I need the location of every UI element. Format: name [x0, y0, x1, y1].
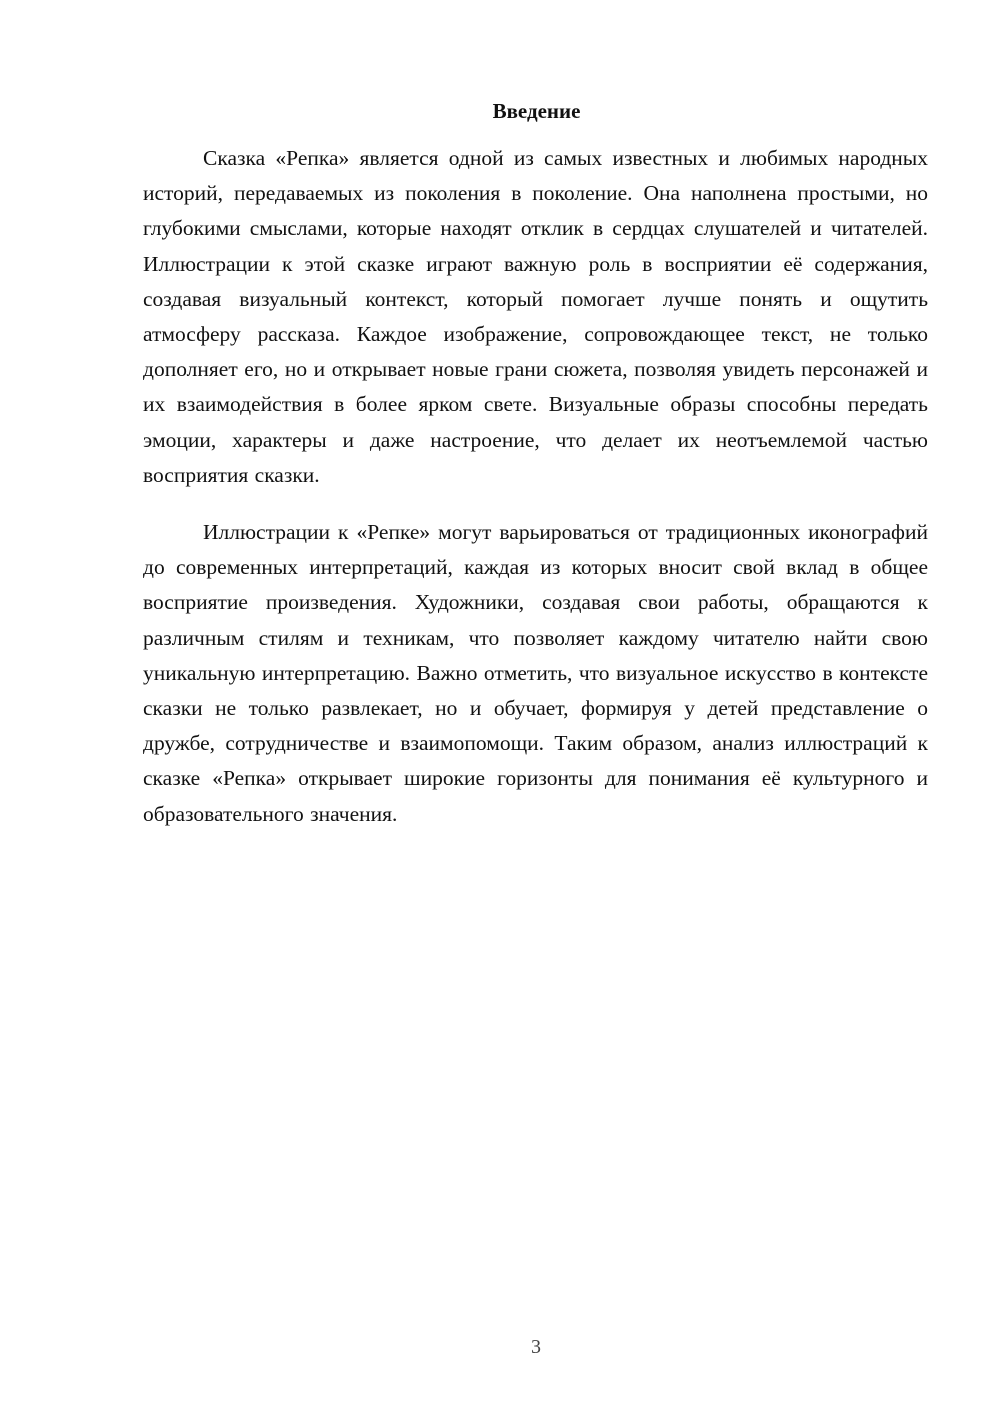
page-number: 3 [531, 1336, 541, 1358]
section-title: Введение [492, 99, 581, 123]
paragraph-illustrations: Иллюстрации к «Репке» могут варьироваться от традиционных иконографий до современных интерпретаций, каждая из которых вносит свой вклад в общее восприятие произведения. Художники, создавая свои работы, обращаются к различным стилям и техникам, что позволяет каждому читателю найти свою уникальную интерпретацию. Важно отметить, что визуальное искусство в контексте сказки не только развлекает, но и обучает, формируя у детей представление о дружбе, сотрудничестве и взаимопомощи. Таким образом, анализ иллюстраций к сказке «Репка» открывает широкие горизонты для понимания её культурного и образовательного значения. [143, 520, 928, 826]
paragraph-intro: Сказка «Репка» является одной из самых известных и любимых народных историй, передаваемых из поколения в поколение. Она наполнена простыми, но глубокими смыслами, которые находят отклик в сердцах слушателей и читателей. Иллюстрации к этой сказке играют важную роль в восприятии её содержания, создавая визуальный контекст, который помогает лучше понять и ощутить атмосферу рассказа. Каждое изображение, сопровождающее текст, не только дополняет его, но и открывает новые грани сюжета, позволяя увидеть персонажей и их взаимодействия в более ярком свете. Визуальные образы способны передать эмоции, характеры и даже настроение, что делает их неотъемлемой частью восприятия сказки. [143, 146, 928, 487]
page-content [143, 95, 928, 832]
